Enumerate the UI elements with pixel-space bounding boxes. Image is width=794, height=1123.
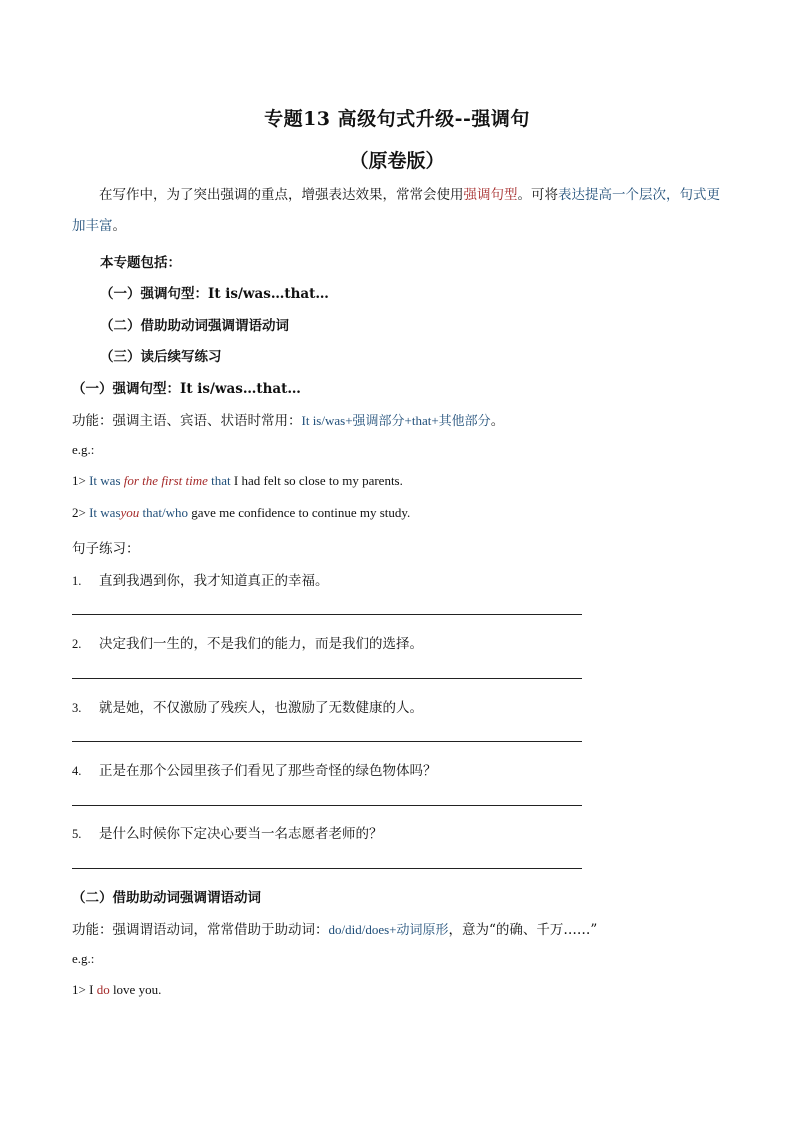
example-part: love you. [112, 982, 162, 997]
section1-function [72, 409, 504, 429]
section2-function-formula: do/did/does+动词原形 [328, 922, 449, 937]
exercise-number: 5. [72, 827, 82, 841]
example-number: 1> [72, 473, 86, 488]
page-title: 专题13 高级句式升级--强调句 [264, 108, 530, 130]
example-number: 1> [72, 982, 86, 997]
section1-heading: （一）强调句型：It is/was…that… [72, 381, 301, 397]
answer-line-3[interactable] [72, 741, 582, 742]
section2-function [72, 918, 597, 938]
section1-function-end: 。 [490, 413, 505, 429]
practice-label: 句子练习： [72, 541, 140, 557]
exercise-1 [72, 569, 329, 589]
exercise-4 [72, 759, 437, 779]
section1-example-1 [72, 473, 403, 489]
example-part: I [89, 982, 94, 997]
intro-paragraph [72, 180, 722, 242]
intro-highlight-1: 强调句型 [463, 187, 518, 203]
section1-eg: e.g.: [72, 442, 95, 457]
exercise-number: 2. [72, 637, 82, 651]
section2-heading: （二）借助助动词强调谓语动词 [72, 890, 261, 906]
section2-example-1 [72, 982, 161, 998]
answer-line-2[interactable] [72, 678, 582, 679]
exercise-number: 3. [72, 701, 82, 715]
section1-example-2 [72, 505, 410, 521]
exercise-5 [72, 822, 383, 842]
exercise-text: 直到我遇到你，我才知道真正的幸福。 [99, 573, 329, 589]
example-number: 2> [72, 505, 86, 520]
example-part: that/who [142, 505, 189, 520]
exercise-text: 决定我们一生的，不是我们的能力，而是我们的选择。 [99, 636, 423, 652]
section2-function-end: ，意为“的确、千万……” [448, 922, 598, 938]
example-part: gave me confidence to continue my study. [191, 505, 411, 520]
example-part: that [211, 473, 231, 488]
exercise-number: 1. [72, 574, 82, 588]
example-part: It was [89, 473, 121, 488]
answer-line-5[interactable] [72, 868, 582, 869]
example-emphasis: you [120, 505, 140, 520]
exercise-text: 就是她，不仅激励了残疾人，也激励了无数健康的人。 [99, 700, 423, 716]
answer-line-1[interactable] [72, 614, 582, 615]
contents-item-2: （二）借助助动词强调谓语动词 [100, 318, 289, 334]
answer-line-4[interactable] [72, 805, 582, 806]
contents-item-1: （一）强调句型：It is/was…that… [100, 286, 329, 302]
example-part: It was [89, 505, 121, 520]
contents-heading: 本专题包括： [100, 255, 181, 271]
page-subtitle: （原卷版） [349, 150, 445, 172]
exercise-number: 4. [72, 764, 82, 778]
intro-text-1: 在写作中，为了突出强调的重点，增强表达效果，常常会使用 [99, 187, 464, 203]
section2-eg: e.g.: [72, 951, 95, 966]
intro-text-2: 。可将 [517, 187, 558, 203]
example-part: I had felt so close to my parents. [233, 473, 403, 488]
exercise-text: 是什么时候你下定决心要当一名志愿者老师的？ [99, 826, 383, 842]
intro-text-3: 。 [112, 218, 126, 234]
exercise-3 [72, 696, 423, 716]
contents-item-3: （三）读后续写练习 [100, 349, 222, 365]
exercise-2 [72, 632, 423, 652]
example-emphasis: do [96, 982, 110, 997]
intro-highlight-2: 表达提高一个层次，句式更加丰富 [72, 187, 720, 234]
exercise-text: 正是在那个公园里孩子们看见了那些奇怪的绿色物体吗？ [99, 763, 437, 779]
section2-function-label: 功能：强调谓语动词，常常借助于助动词： [72, 922, 329, 938]
example-emphasis: for the first time [123, 473, 208, 488]
section1-function-formula: It is/was+强调部分+that+其他部分 [301, 413, 491, 428]
section1-function-label: 功能：强调主语、宾语、状语时常用： [72, 413, 302, 429]
